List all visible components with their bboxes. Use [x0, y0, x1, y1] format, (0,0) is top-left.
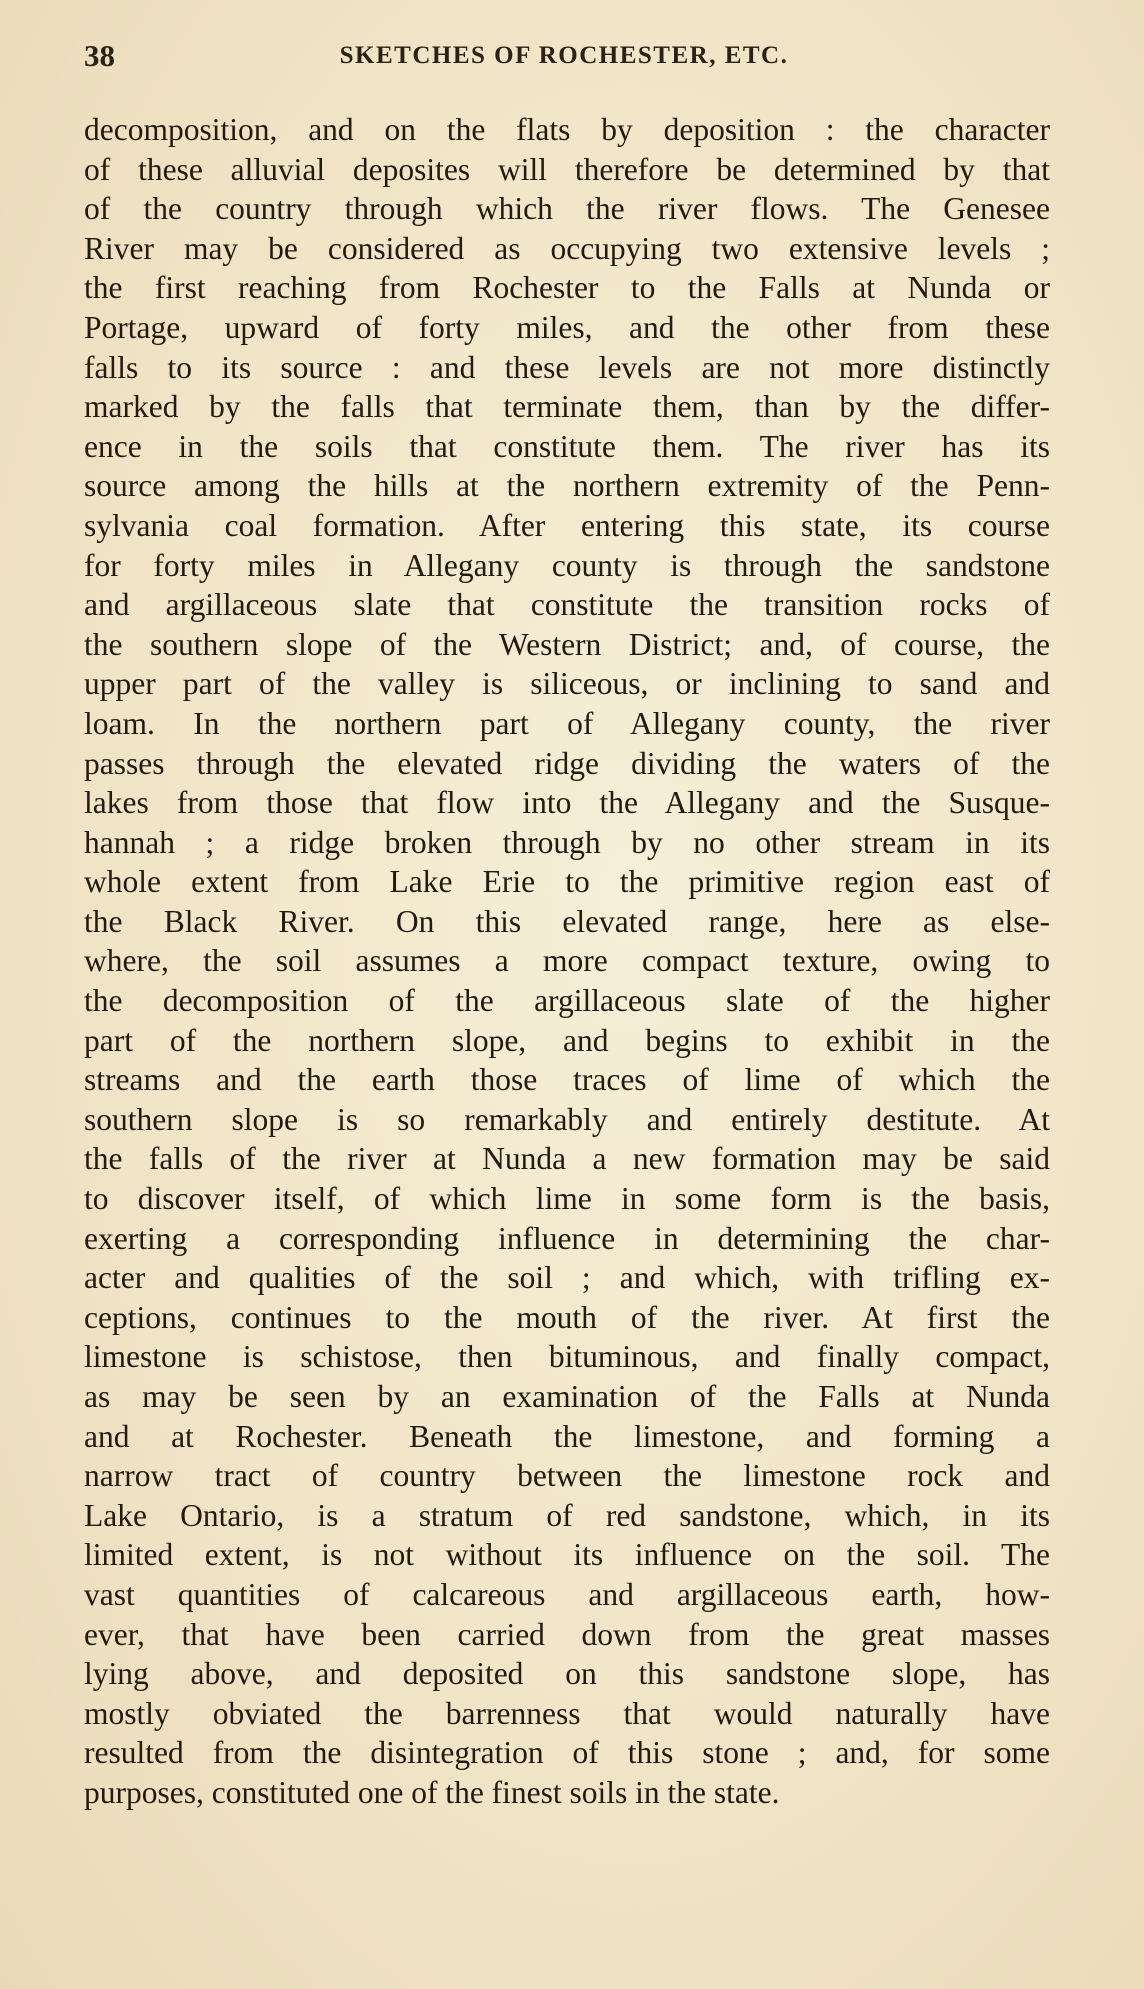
text-line: Lake Ontario, is a stratum of red sandstone, which, in its: [84, 1497, 1050, 1533]
text-line: lying above, and deposited on this sandstone slope, has: [84, 1656, 1050, 1692]
text-line: southern slope is so remarkably and entirely destitute. At: [84, 1101, 1050, 1137]
page-number: 38: [84, 38, 115, 73]
text-line: River may be considered as occupying two extensive levels ;: [84, 230, 1050, 266]
text-line: Portage, upward of forty miles, and the other from these: [84, 309, 1050, 345]
text-line: source among the hills at the northern extremity of the Penn-: [84, 468, 1050, 504]
text-line: narrow tract of country between the limestone rock and: [84, 1458, 1050, 1494]
text-line: ceptions, continues to the mouth of the river. At first the: [84, 1299, 1050, 1335]
text-line: passes through the elevated ridge dividing the waters of the: [84, 745, 1050, 781]
text-line: decomposition, and on the flats by deposition : the character: [84, 112, 1050, 147]
text-line: lakes from those that flow into the Allegany and the Susque-: [84, 785, 1050, 821]
text-line: the decomposition of the argillaceous slate of the higher: [84, 983, 1050, 1019]
text-line: streams and the earth those traces of lime of which the: [84, 1062, 1050, 1098]
text-line: the first reaching from Rochester to the Falls at Nunda or: [84, 270, 1050, 306]
text-line: sylvania coal formation. After entering this state, its course: [84, 507, 1050, 543]
text-line: exerting a corresponding influence in determining the char-: [84, 1220, 1050, 1256]
text-line: ence in the soils that constitute them. The river has its: [84, 428, 1050, 464]
text-line: limestone is schistose, then bituminous, and finally compact,: [84, 1339, 1050, 1375]
text-line: the southern slope of the Western District; and, of course, the: [84, 626, 1050, 662]
page-header: [84, 38, 1044, 88]
text-line: where, the soil assumes a more compact texture, owing to: [84, 943, 1050, 979]
text-line: the Black River. On this elevated range, here as else-: [84, 903, 1050, 939]
text-line: marked by the falls that terminate them, than by the differ-: [84, 389, 1050, 425]
text-line: purposes, constituted one of the finest soils in the state.: [84, 1774, 780, 1810]
text-line: and argillaceous slate that constitute the transition rocks of: [84, 587, 1050, 623]
text-line: vast quantities of calcareous and argillaceous earth, how-: [84, 1576, 1050, 1612]
text-line: resulted from the disintegration of this stone ; and, for some: [84, 1735, 1050, 1771]
text-line: the falls of the river at Nunda a new formation may be said: [84, 1141, 1050, 1177]
text-line: of these alluvial deposites will therefore be determined by that: [84, 151, 1050, 187]
text-line: for forty miles in Allegany county is through the sandstone: [84, 547, 1050, 583]
text-line: falls to its source : and these levels are not more distinctly: [84, 349, 1050, 385]
text-line: and at Rochester. Beneath the limestone, and forming a: [84, 1418, 1050, 1454]
text-line: mostly obviated the barrenness that would naturally have: [84, 1695, 1050, 1731]
running-title: SKETCHES OF ROCHESTER, ETC.: [339, 42, 789, 69]
text-line: loam. In the northern part of Allegany county, the river: [84, 705, 1050, 741]
body-paragraph: [84, 110, 1050, 1813]
text-line: to discover itself, of which lime in some form is the basis,: [84, 1181, 1050, 1217]
text-line: acter and qualities of the soil ; and which, with trifling ex-: [84, 1260, 1050, 1296]
text-line: hannah ; a ridge broken through by no other stream in its: [84, 824, 1050, 860]
text-line: whole extent from Lake Erie to the primitive region east of: [84, 864, 1050, 900]
text-line: part of the northern slope, and begins to exhibit in the: [84, 1022, 1050, 1058]
text-line: as may be seen by an examination of the Falls at Nunda: [84, 1379, 1050, 1414]
text-line: ever, that have been carried down from the great masses: [84, 1616, 1050, 1652]
text-line: of the country through which the river flows. The Genesee: [84, 191, 1050, 227]
text-line: upper part of the valley is siliceous, or inclining to sand and: [84, 666, 1050, 702]
text-line: limited extent, is not without its influence on the soil. The: [84, 1537, 1050, 1573]
